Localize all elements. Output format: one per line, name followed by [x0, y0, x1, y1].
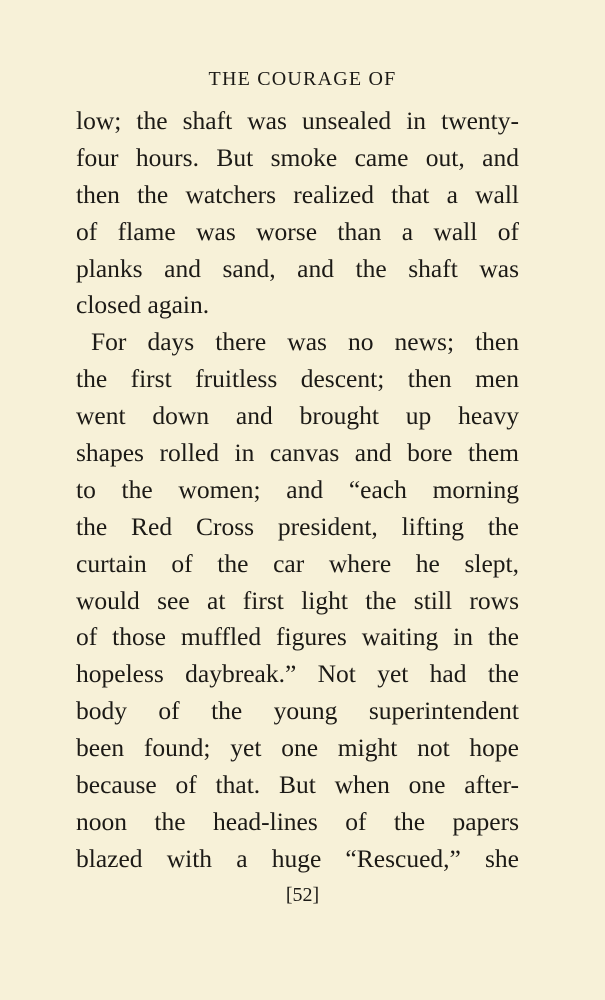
text-line: For days there was no news; then [91, 327, 519, 357]
body-text [76, 103, 519, 878]
text-line: then the watchers realized that a wall [76, 179, 519, 209]
text-line: would see at first light the still rows [76, 585, 519, 615]
text-line: the Red Cross president, lifting the [76, 511, 519, 541]
page-number: [52] [285, 884, 320, 906]
text-line: closed again. [76, 290, 210, 320]
text-line: the first fruitless descent; then men [76, 364, 519, 394]
running-head: THE COURAGE OF [208, 68, 397, 90]
text-line: to the women; and “each morning [76, 474, 519, 504]
text-line: of those muffled figures waiting in the [76, 622, 519, 652]
text-line: blazed with a huge “Rescued,” she [76, 843, 519, 873]
text-line: planks and sand, and the shaft was [76, 253, 519, 283]
text-line: four hours. But smoke came out, and [76, 142, 519, 172]
text-line: hopeless daybreak.” Not yet had the [76, 659, 519, 689]
text-line: curtain of the car where he slept, [76, 548, 519, 578]
text-line: of flame was worse than a wall of [76, 216, 519, 246]
text-line: low; the shaft was unsealed in twenty- [76, 106, 519, 135]
text-line: body of the young superintendent [76, 696, 519, 726]
text-line: shapes rolled in canvas and bore them [76, 438, 519, 468]
text-line: because of that. But when one after- [76, 770, 519, 800]
text-line: went down and brought up heavy [76, 401, 519, 431]
text-line: been found; yet one might not hope [76, 733, 519, 763]
text-line: noon the head-lines of the papers [76, 806, 519, 836]
